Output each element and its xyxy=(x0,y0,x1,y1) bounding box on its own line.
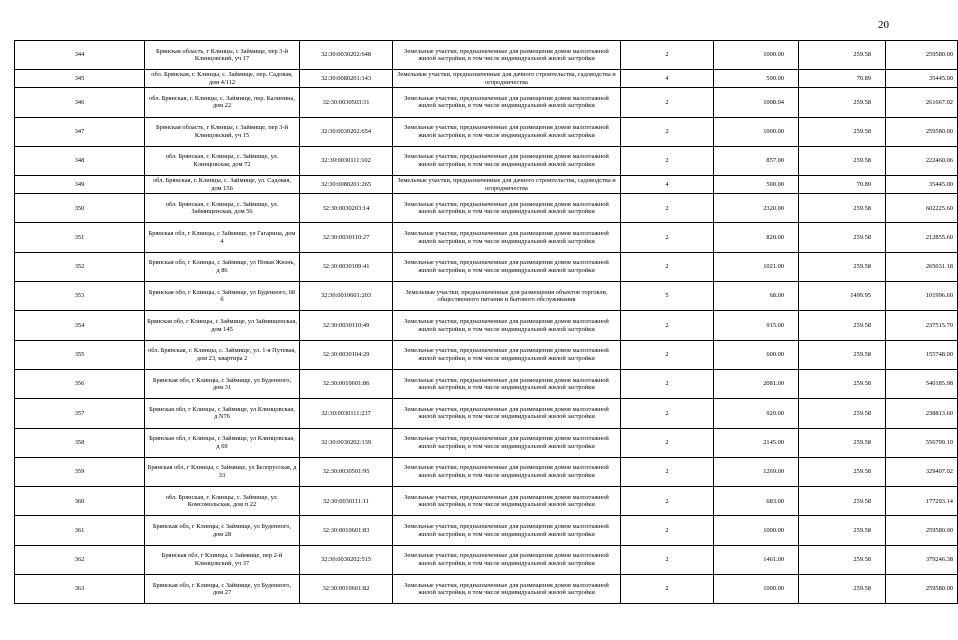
table-row xyxy=(15,369,958,398)
area-cell: 857.00 xyxy=(714,146,799,175)
cadastral-number-cell: 32:30:0010601:83 xyxy=(300,516,393,545)
cadastral-value-cell: 259580.00 xyxy=(886,41,958,70)
cadastral-number-cell: 32:30:0030109:41 xyxy=(300,252,393,281)
table-row xyxy=(15,117,958,146)
cadastral-number-cell: 32:30:0080201:265 xyxy=(300,176,393,194)
land-use-cell: Земельные участки, предназначенные для размещения домов малоэтажной жилой застройки, в том числе индивидуальной жилой застройки xyxy=(393,194,621,223)
address-cell: Брянская обл, г Клинцы, с Займище, ул Буденного, 68 б xyxy=(145,282,300,311)
table-row xyxy=(15,428,958,457)
cadastral-number-cell: 32:30:0030111:237 xyxy=(300,399,393,428)
category-cell: 2 xyxy=(621,117,714,146)
row-number: 355 xyxy=(15,340,145,369)
category-cell: 2 xyxy=(621,545,714,574)
land-use-cell: Земельные участки, предназначенные для размещения домов малоэтажной жилой застройки, в том числе индивидуальной жилой застройки xyxy=(393,516,621,545)
table-row xyxy=(15,88,958,117)
row-number: 351 xyxy=(15,223,145,252)
table-row xyxy=(15,340,958,369)
area-cell: 68.00 xyxy=(714,282,799,311)
area-cell: 820.00 xyxy=(714,223,799,252)
rate-cell: 259.58 xyxy=(799,545,886,574)
category-cell: 2 xyxy=(621,311,714,340)
rate-cell: 259.58 xyxy=(799,223,886,252)
table-row xyxy=(15,146,958,175)
rate-cell: 259.58 xyxy=(799,41,886,70)
page-number: 20 xyxy=(878,19,889,31)
land-use-cell: Земельные участки, предназначенные для размещения домов малоэтажной жилой застройки, в том числе индивидуальной жилой застройки xyxy=(393,41,621,70)
land-use-cell: Земельные участки, предназначенные для размещения домов малоэтажной жилой застройки, в том числе индивидуальной жилой застройки xyxy=(393,252,621,281)
address-cell: Брянская обл, г Клинцы, с Займище, ул Новая Жизнь, д 86 xyxy=(145,252,300,281)
land-use-cell: Земельные участки, предназначенные для дачного строительства, садоводства и огородничества xyxy=(393,176,621,194)
rate-cell: 1499.95 xyxy=(799,282,886,311)
address-cell: Брянская обл, г Клинцы, с Займище, ул Белорусская, д 33 xyxy=(145,457,300,486)
address-cell: обл. Брянская, г. Клинцы, с. Займище, пер. Садовая, дом 4/112 xyxy=(145,70,300,88)
address-cell: Брянская область, г Клинцы, с Займище, пер 3-й Клинцовский, уч 15 xyxy=(145,117,300,146)
category-cell: 2 xyxy=(621,575,714,604)
cadastral-number-cell: 32:30:0010601:203 xyxy=(300,282,393,311)
area-cell: 1008.04 xyxy=(714,88,799,117)
row-number: 347 xyxy=(15,117,145,146)
area-cell: 2320.00 xyxy=(714,194,799,223)
cadastral-value-cell: 602225.60 xyxy=(886,194,958,223)
row-number: 349 xyxy=(15,176,145,194)
category-cell: 5 xyxy=(621,282,714,311)
cadastral-number-cell: 32:30:0030202:654 xyxy=(300,117,393,146)
area-cell: 500.00 xyxy=(714,70,799,88)
rate-cell: 259.58 xyxy=(799,399,886,428)
table-row xyxy=(15,311,958,340)
rate-cell: 70.89 xyxy=(799,70,886,88)
cadastral-value-cell: 35445.00 xyxy=(886,70,958,88)
cadastral-number-cell: 32:30:0030110:27 xyxy=(300,223,393,252)
rate-cell: 259.58 xyxy=(799,311,886,340)
area-cell: 1000.00 xyxy=(714,575,799,604)
table-row xyxy=(15,252,958,281)
area-cell: 915.00 xyxy=(714,311,799,340)
cadastral-number-cell: 32:30:0030503:31 xyxy=(300,88,393,117)
area-cell: 500.00 xyxy=(714,176,799,194)
category-cell: 2 xyxy=(621,487,714,516)
land-use-cell: Земельные участки, предназначенные для размещения домов малоэтажной жилой застройки, в том числе индивидуальной жилой застройки xyxy=(393,311,621,340)
cadastral-value-cell: 556799.10 xyxy=(886,428,958,457)
table-row xyxy=(15,176,958,194)
cadastral-number-cell: 32:30:0030202:139 xyxy=(300,428,393,457)
table-row xyxy=(15,545,958,574)
row-number: 360 xyxy=(15,487,145,516)
table-row xyxy=(15,457,958,486)
address-cell: Брянская обл, г Клинцы, с Займище, ул Буденного, дом 27 xyxy=(145,575,300,604)
rate-cell: 259.58 xyxy=(799,487,886,516)
area-cell: 1461.00 xyxy=(714,545,799,574)
address-cell: Брянская обл, г Клинцы, с Займище, ул Клинцовская, д N76 xyxy=(145,399,300,428)
rate-cell: 259.58 xyxy=(799,194,886,223)
land-use-cell: Земельные участки, предназначенные для размещения домов малоэтажной жилой застройки, в том числе индивидуальной жилой застройки xyxy=(393,545,621,574)
land-use-cell: Земельные участки, предназначенные для размещения домов малоэтажной жилой застройки, в том числе индивидуальной жилой застройки xyxy=(393,399,621,428)
category-cell: 2 xyxy=(621,428,714,457)
category-cell: 2 xyxy=(621,457,714,486)
cadastral-value-cell: 261667.02 xyxy=(886,88,958,117)
rate-cell: 70.89 xyxy=(799,176,886,194)
cadastral-number-cell: 32:30:0080201:143 xyxy=(300,70,393,88)
category-cell: 2 xyxy=(621,340,714,369)
cadastral-value-cell: 101996.60 xyxy=(886,282,958,311)
category-cell: 2 xyxy=(621,41,714,70)
land-use-cell: Земельные участки, предназначенные для дачного строительства, садоводства и огородничества xyxy=(393,70,621,88)
row-number: 352 xyxy=(15,252,145,281)
cadastral-number-cell: 32:30:0030111:11 xyxy=(300,487,393,516)
table-row xyxy=(15,399,958,428)
row-number: 354 xyxy=(15,311,145,340)
row-number: 358 xyxy=(15,428,145,457)
table-row xyxy=(15,487,958,516)
row-number: 344 xyxy=(15,41,145,70)
cadastral-value-cell: 259580.00 xyxy=(886,516,958,545)
land-plots-table xyxy=(14,40,958,604)
address-cell: Брянская обл, г Клинцы, с Займище, ул Займищенская, дом 145 xyxy=(145,311,300,340)
cadastral-number-cell: 32:30:0030203:14 xyxy=(300,194,393,223)
cadastral-value-cell: 259580.00 xyxy=(886,117,958,146)
address-cell: обл. Брянская, г. Клинцы, с. Займище, ул. Займищенская, дом 56 xyxy=(145,194,300,223)
land-use-cell: Земельные участки, предназначенные для размещения домов малоэтажной жилой застройки, в том числе индивидуальной жилой застройки xyxy=(393,223,621,252)
address-cell: Брянская обл, г Клинцы, с Займище, пер 2-й Клинцовский, уч 37 xyxy=(145,545,300,574)
row-number: 359 xyxy=(15,457,145,486)
rate-cell: 259.58 xyxy=(799,369,886,398)
cadastral-number-cell: 32:30:0030111:102 xyxy=(300,146,393,175)
area-cell: 1269.00 xyxy=(714,457,799,486)
rate-cell: 259.58 xyxy=(799,117,886,146)
address-cell: Брянская обл, г Клинцы, с Займище, ул Буденного, дом 31 xyxy=(145,369,300,398)
address-cell: Брянская область, г Клинцы, с Займище, пер 3-й Клинцовский, уч 17 xyxy=(145,41,300,70)
row-number: 348 xyxy=(15,146,145,175)
land-use-cell: Земельные участки, предназначенные для размещения домов малоэтажной жилой застройки, в том числе индивидуальной жилой застройки xyxy=(393,340,621,369)
rate-cell: 259.58 xyxy=(799,146,886,175)
land-use-cell: Земельные участки, предназначенные для размещения домов малоэтажной жилой застройки, в том числе индивидуальной жилой застройки xyxy=(393,428,621,457)
row-number: 353 xyxy=(15,282,145,311)
area-cell: 2145.00 xyxy=(714,428,799,457)
table-row xyxy=(15,575,958,604)
area-cell: 1000.00 xyxy=(714,41,799,70)
cadastral-number-cell: 32:30:0010601:86 xyxy=(300,369,393,398)
address-cell: Брянская обл, г Клинцы, с Займище, ул Гагарина, дом 4 xyxy=(145,223,300,252)
category-cell: 4 xyxy=(621,70,714,88)
cadastral-value-cell: 177293.14 xyxy=(886,487,958,516)
rate-cell: 259.58 xyxy=(799,457,886,486)
rate-cell: 259.58 xyxy=(799,340,886,369)
table-row xyxy=(15,194,958,223)
category-cell: 2 xyxy=(621,399,714,428)
row-number: 350 xyxy=(15,194,145,223)
address-cell: обл. Брянская, г. Клинцы, с. Займище, пер. Калинина, дом 22 xyxy=(145,88,300,117)
cadastral-value-cell: 155748.00 xyxy=(886,340,958,369)
category-cell: 2 xyxy=(621,252,714,281)
address-cell: обл. Брянская, г. Клинцы, с. Займище, ул. Клинцовская, дом 72 xyxy=(145,146,300,175)
area-cell: 1000.00 xyxy=(714,516,799,545)
rate-cell: 259.58 xyxy=(799,252,886,281)
cadastral-value-cell: 259580.00 xyxy=(886,575,958,604)
address-cell: Брянская обл, г Клинцы, с Займище, ул Клинцовская, д 69 xyxy=(145,428,300,457)
area-cell: 683.00 xyxy=(714,487,799,516)
cadastral-value-cell: 35445.00 xyxy=(886,176,958,194)
rate-cell: 259.58 xyxy=(799,575,886,604)
table-row xyxy=(15,70,958,88)
land-use-cell: Земельные участки, предназначенные для размещения домов малоэтажной жилой застройки, в том числе индивидуальной жилой застройки xyxy=(393,146,621,175)
category-cell: 2 xyxy=(621,146,714,175)
address-cell: обл. Брянская, г. Клинцы, с. Займище, ул. 1-я Путевая, дом 23, квартира 2 xyxy=(145,340,300,369)
area-cell: 600.00 xyxy=(714,340,799,369)
cadastral-number-cell: 32:30:0030501:95 xyxy=(300,457,393,486)
cadastral-value-cell: 379246.38 xyxy=(886,545,958,574)
area-cell: 1021.00 xyxy=(714,252,799,281)
area-cell: 920.00 xyxy=(714,399,799,428)
table-row xyxy=(15,223,958,252)
table-row xyxy=(15,282,958,311)
row-number: 363 xyxy=(15,575,145,604)
cadastral-number-cell: 32:30:0030202:515 xyxy=(300,545,393,574)
address-cell: обл. Брянская, г. Клинцы, с. Займище, ул. Комсомольская, дом п 22 xyxy=(145,487,300,516)
category-cell: 2 xyxy=(621,194,714,223)
cadastral-value-cell: 238813.60 xyxy=(886,399,958,428)
category-cell: 2 xyxy=(621,88,714,117)
cadastral-value-cell: 212855.60 xyxy=(886,223,958,252)
cadastral-number-cell: 32:30:0030104:29 xyxy=(300,340,393,369)
row-number: 357 xyxy=(15,399,145,428)
cadastral-number-cell: 32:30:0010601:82 xyxy=(300,575,393,604)
land-use-cell: Земельные участки, предназначенные для размещения домов малоэтажной жилой застройки, в том числе индивидуальной жилой застройки xyxy=(393,575,621,604)
land-use-cell: Земельные участки, предназначенные для размещения домов малоэтажной жилой застройки, в том числе индивидуальной жилой застройки xyxy=(393,117,621,146)
land-use-cell: Земельные участки, предназначенные для размещения домов малоэтажной жилой застройки, в том числе индивидуальной жилой застройки xyxy=(393,457,621,486)
category-cell: 2 xyxy=(621,516,714,545)
row-number: 346 xyxy=(15,88,145,117)
land-use-cell: Земельные участки, предназначенные для размещения домов малоэтажной жилой застройки, в том числе индивидуальной жилой застройки xyxy=(393,487,621,516)
rate-cell: 259.58 xyxy=(799,516,886,545)
rate-cell: 259.58 xyxy=(799,88,886,117)
cadastral-number-cell: 32:30:0030202:648 xyxy=(300,41,393,70)
row-number: 361 xyxy=(15,516,145,545)
land-use-cell: Земельные участки, предназначенные для размещения объектов торговли, общественного питания и бытового обслуживания xyxy=(393,282,621,311)
address-cell: Брянская обл, г Клинцы, с Займище, ул Буденного, дом 28 xyxy=(145,516,300,545)
row-number: 356 xyxy=(15,369,145,398)
cadastral-number-cell: 32:30:0030110:49 xyxy=(300,311,393,340)
category-cell: 2 xyxy=(621,369,714,398)
table-row xyxy=(15,516,958,545)
cadastral-value-cell: 540185.98 xyxy=(886,369,958,398)
cadastral-value-cell: 265031.18 xyxy=(886,252,958,281)
row-number: 362 xyxy=(15,545,145,574)
rate-cell: 259.58 xyxy=(799,428,886,457)
land-use-cell: Земельные участки, предназначенные для размещения домов малоэтажной жилой застройки, в том числе индивидуальной жилой застройки xyxy=(393,369,621,398)
address-cell: обл. Брянская, г. Клинцы, с. Займище, ул. Садовая, дом 156 xyxy=(145,176,300,194)
cadastral-value-cell: 329407.02 xyxy=(886,457,958,486)
category-cell: 4 xyxy=(621,176,714,194)
land-use-cell: Земельные участки, предназначенные для размещения домов малоэтажной жилой застройки, в том числе индивидуальной жилой застройки xyxy=(393,88,621,117)
table-body xyxy=(15,41,958,604)
area-cell: 1000.00 xyxy=(714,117,799,146)
category-cell: 2 xyxy=(621,223,714,252)
cadastral-value-cell: 237515.70 xyxy=(886,311,958,340)
cadastral-value-cell: 222460.06 xyxy=(886,146,958,175)
table-row xyxy=(15,41,958,70)
row-number: 345 xyxy=(15,70,145,88)
area-cell: 2081.00 xyxy=(714,369,799,398)
